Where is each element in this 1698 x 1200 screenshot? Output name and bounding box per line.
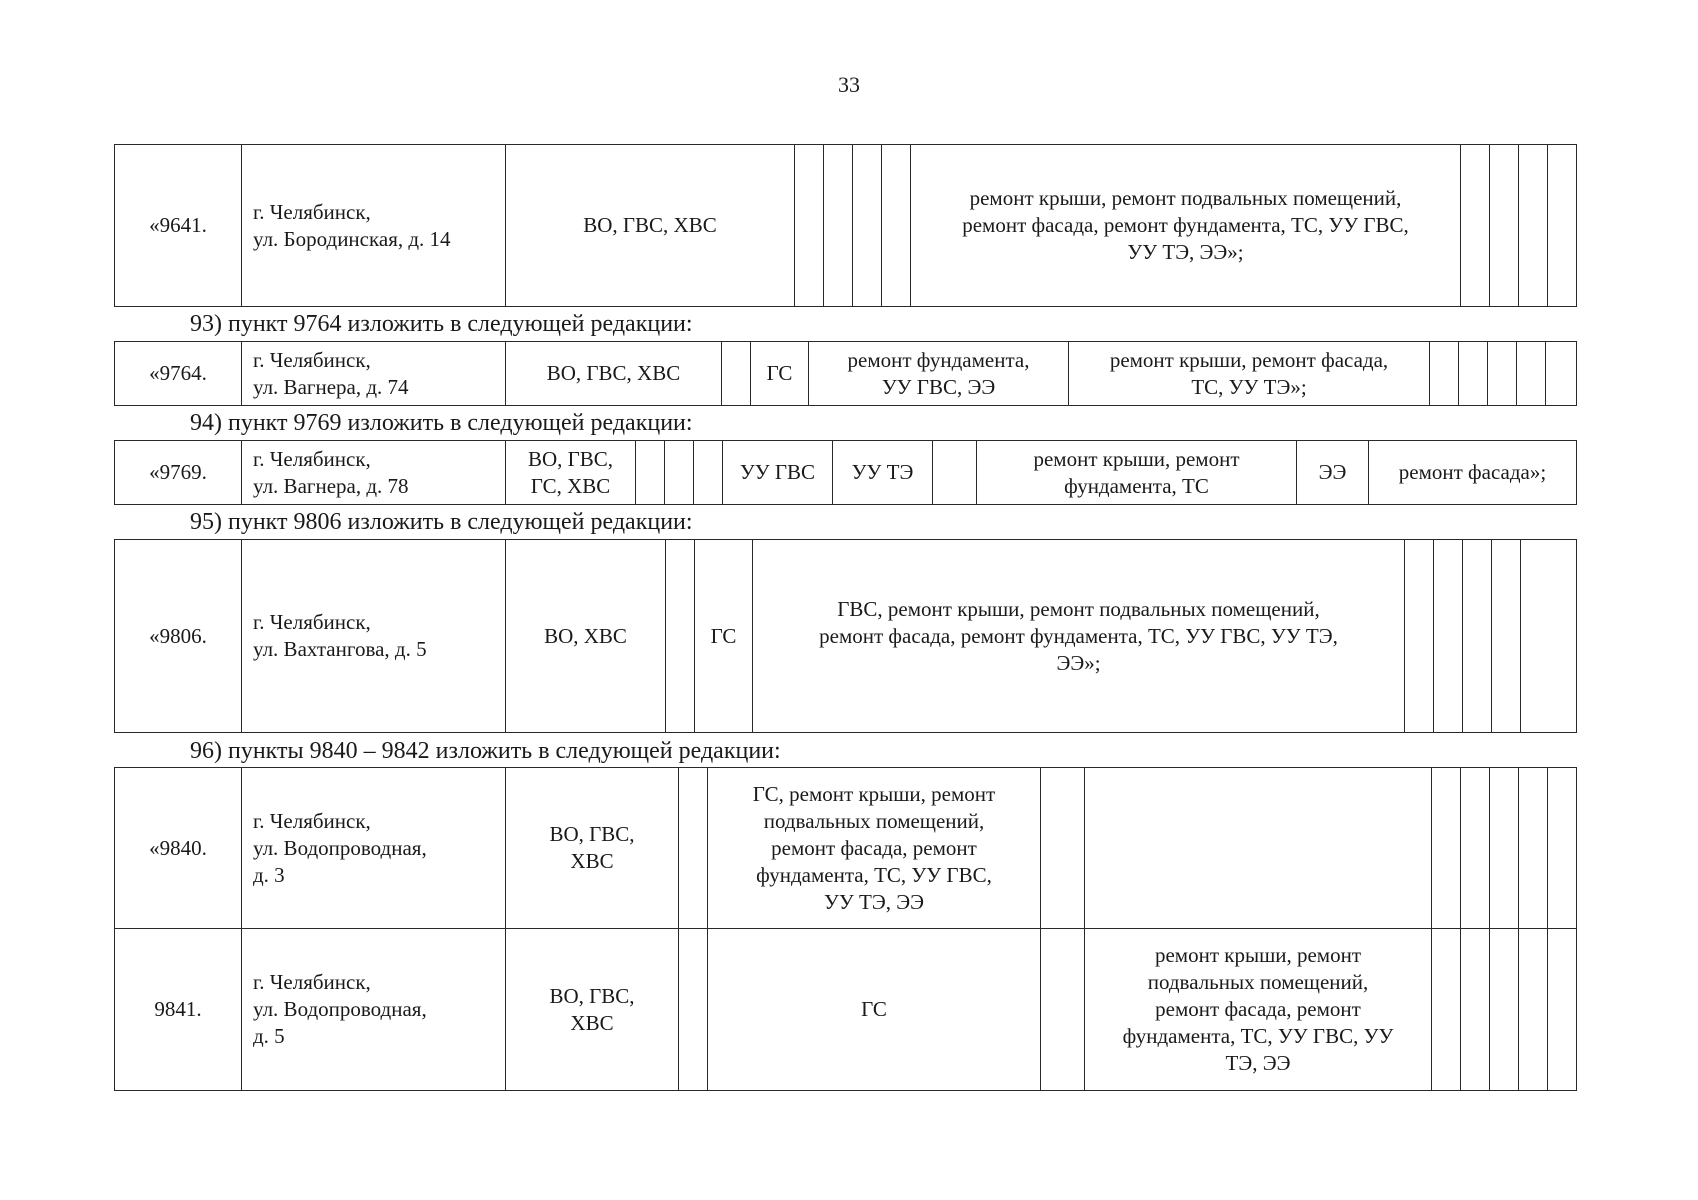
empty-cell [1461,929,1490,1091]
address-cell: г. Челябинск, ул. Водопроводная, д. 3 [242,768,506,929]
address-cell: г. Челябинск, ул. Вагнера, д. 74 [242,342,506,406]
works-cell: ГВС, ремонт крыши, ремонт подвальных помещений, ремонт фасада, ремонт фундамента, ТС, УУ ГВС, УУ ТЭ, ЭЭ»; [753,540,1405,733]
empty-cell [1463,540,1492,733]
systems-cell: ВО, ГВС, ХВС [506,768,679,929]
table-row [115,145,1577,307]
uu-te-cell: УУ ТЭ [833,441,933,505]
empty-cell [1041,929,1085,1091]
empty-cell [1490,145,1519,307]
instruction-9764: 93) пункт 9764 изложить в следующей редакции: [190,311,693,337]
instruction-9840-9842: 96) пункты 9840 – 9842 изложить в следующей редакции: [190,738,781,764]
empty-cell [1490,768,1519,929]
item-number: «9641. [115,145,242,307]
empty-cell [1490,929,1519,1091]
empty-cell [1546,342,1577,406]
table-item-9769 [114,440,1577,505]
empty-cell [1519,929,1548,1091]
systems-cell: ВО, ХВС [506,540,666,733]
ee-cell: ЭЭ [1297,441,1369,505]
empty-cell [1488,342,1517,406]
empty-cell [1548,929,1577,1091]
empty-cell [1548,145,1577,307]
empty-cell [795,145,824,307]
empty-cell [1519,768,1548,929]
empty-cell [665,441,694,505]
empty-cell [1548,768,1577,929]
uu-gvs-cell: УУ ГВС [723,441,833,505]
table-row [115,441,1577,505]
works-cell: ремонт фундамента, УУ ГВС, ЭЭ [809,342,1069,406]
empty-cell [666,540,695,733]
address-cell: г. Челябинск, ул. Вахтангова, д. 5 [242,540,506,733]
works-cell: ремонт крыши, ремонт подвальных помещений, ремонт фасада, ремонт фундамента, ТС, УУ ГВС, УУ ТЭ, ЭЭ»; [911,145,1461,307]
table-row [115,540,1577,733]
gs-cell: ГС [695,540,753,733]
empty-cell [1519,145,1548,307]
empty-cell [1085,768,1432,929]
works-cell: ремонт крыши, ремонт фасада, ТС, УУ ТЭ»; [1069,342,1430,406]
empty-cell [933,441,977,505]
instruction-9806: 95) пункт 9806 изложить в следующей редакции: [190,509,693,535]
empty-cell [1432,768,1461,929]
facade-cell: ремонт фасада»; [1369,441,1577,505]
systems-cell: ВО, ГВС, ХВС [506,929,679,1091]
item-number: 9841. [115,929,242,1091]
table-row [115,768,1577,929]
empty-cell [1434,540,1463,733]
gs-cell: ГС [751,342,809,406]
item-number: «9840. [115,768,242,929]
works-cell: ремонт крыши, ремонт подвальных помещений, ремонт фасада, ремонт фундамента, ТС, УУ ГВС, УУ ТЭ, ЭЭ [1085,929,1432,1091]
empty-cell [1430,342,1459,406]
gs-cell: ГС [708,929,1041,1091]
works-cell: ГС, ремонт крыши, ремонт подвальных помещений, ремонт фасада, ремонт фундамента, ТС, УУ ГВС, УУ ТЭ, ЭЭ [708,768,1041,929]
systems-cell: ВО, ГВС, ХВС [506,342,722,406]
empty-cell [1459,342,1488,406]
item-number: «9764. [115,342,242,406]
table-items-9840-9841 [114,767,1577,1091]
table-row [115,929,1577,1091]
empty-cell [1041,768,1085,929]
address-cell: г. Челябинск, ул. Бородинская, д. 14 [242,145,506,307]
page-number: 33 [838,72,860,97]
empty-cell [1405,540,1434,733]
address-cell: г. Челябинск, ул. Водопроводная, д. 5 [242,929,506,1091]
empty-cell [1521,540,1577,733]
table-item-9764 [114,341,1577,406]
empty-cell [722,342,751,406]
systems-cell: ВО, ГВС, ГС, ХВС [506,441,636,505]
empty-cell [679,768,708,929]
item-number: «9769. [115,441,242,505]
item-number: «9806. [115,540,242,733]
empty-cell [824,145,853,307]
address-cell: г. Челябинск, ул. Вагнера, д. 78 [242,441,506,505]
empty-cell [882,145,911,307]
empty-cell [1517,342,1546,406]
empty-cell [694,441,723,505]
table-item-9806 [114,539,1577,733]
empty-cell [1461,768,1490,929]
table-row [115,342,1577,406]
empty-cell [679,929,708,1091]
systems-cell: ВО, ГВС, ХВС [506,145,795,307]
empty-cell [1461,145,1490,307]
instruction-9769: 94) пункт 9769 изложить в следующей редакции: [190,410,693,436]
works-cell: ремонт крыши, ремонт фундамента, ТС [977,441,1297,505]
empty-cell [1432,929,1461,1091]
empty-cell [636,441,665,505]
empty-cell [853,145,882,307]
empty-cell [1492,540,1521,733]
table-item-9641 [114,144,1577,307]
